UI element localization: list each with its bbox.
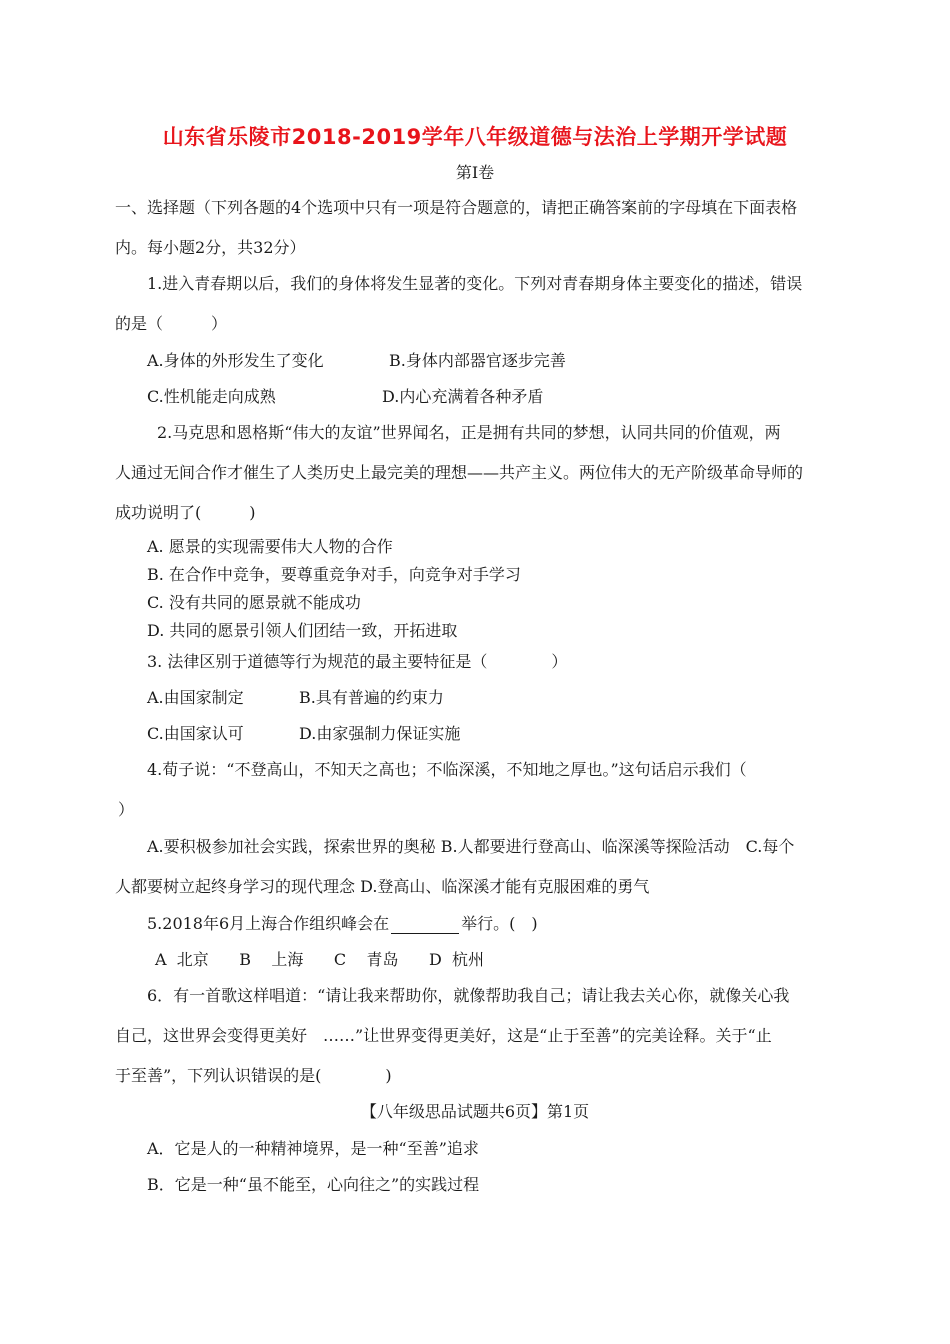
section-label: 第Ⅰ卷 xyxy=(455,163,495,182)
q4-options-line-2: 人都要树立起终身学习的现代理念 D.登高山、临深溪才能有克服困难的勇气 xyxy=(115,877,650,896)
q5-options: A 北京 B 上海 C 青岛 D 杭州 xyxy=(155,950,484,969)
q2-option-d: D. 共同的愿景引领人们团结一致，开拓进取 xyxy=(147,621,458,640)
q5-stem-part-1: 5.2018年6月上海合作组织峰会在 xyxy=(147,914,390,933)
q5-stem-part-2: 举行。( ) xyxy=(461,914,538,933)
q6-stem-line-1: 6．有一首歌这样唱道：“请让我来帮助你，就像帮助我自己；请让我去关心你，就像关心我 xyxy=(147,986,790,1005)
q6-option-a: A．它是人的一种精神境界，是一种“至善”追求 xyxy=(147,1139,479,1158)
q6-stem-line-3: 于至善”，下列认识错误的是( ) xyxy=(115,1066,392,1085)
q5-blank xyxy=(391,917,459,934)
q2-option-a: A. 愿景的实现需要伟大人物的合作 xyxy=(147,537,393,556)
q1-stem-line-2: 的是（ ） xyxy=(115,314,228,333)
q6-option-b: B．它是一种“虽不能至，心向往之”的实践过程 xyxy=(147,1175,480,1194)
q1-option-c: C.性机能走向成熟 xyxy=(147,387,276,406)
q4-stem-line-1: 4.荀子说：“不登高山，不知天之高也；不临深溪，不知地之厚也。”这句话启示我们（ xyxy=(147,760,747,779)
q3-option-d: D.由家强制力保证实施 xyxy=(299,724,461,743)
q2-stem-line-1: 2.马克思和恩格斯“伟大的友谊”世界闻名，正是拥有共同的梦想，认同共同的价值观，两 xyxy=(157,423,781,442)
q1-option-b: B.身体内部器官逐步完善 xyxy=(389,351,566,370)
q2-stem-line-3: 成功说明了( ) xyxy=(115,503,256,522)
q2-option-b: B. 在合作中竞争，要尊重竞争对手，向竞争对手学习 xyxy=(147,565,521,584)
q3-stem: 3. 法律区别于道德等行为规范的最主要特征是（ ） xyxy=(147,652,568,671)
instructions-line-2: 内。每小题2分，共32分） xyxy=(115,238,306,257)
q6-stem-line-2: 自己，这世界会变得更美好 ……”让世界变得更美好，这是“止于至善”的完美诠释。关于“止 xyxy=(115,1026,772,1045)
exam-title: 山东省乐陵市2018-2019学年八年级道德与法治上学期开学试题 xyxy=(162,125,788,149)
q2-stem-line-2: 人通过无间合作才催生了人类历史上最完美的理想——共产主义。两位伟大的无产阶级革命导师的 xyxy=(115,463,804,482)
q1-option-d: D.内心充满着各种矛盾 xyxy=(382,387,544,406)
q5-stem xyxy=(147,914,538,934)
q4-options-line-1: A.要积极参加社会实践，探索世界的奥秘 B.人都要进行登高山、临深溪等探险活动 C.每个 xyxy=(147,837,795,856)
q2-option-c: C. 没有共同的愿景就不能成功 xyxy=(147,593,361,612)
instructions-line-1: 一、选择题（下列各题的4个选项中只有一项是符合题意的，请把正确答案前的字母填在下面表格 xyxy=(115,198,798,217)
q4-stem-line-2: ） xyxy=(118,800,135,819)
q1-option-a: A.身体的外形发生了变化 xyxy=(147,351,324,370)
page-footer: 【八年级思品试题共6页】第1页 xyxy=(360,1102,590,1121)
q3-option-b: B.具有普遍的约束力 xyxy=(299,688,444,707)
q3-option-a: A.由国家制定 xyxy=(147,688,244,707)
q3-option-c: C.由国家认可 xyxy=(147,724,244,743)
q1-stem-line-1: 1.进入青春期以后，我们的身体将发生显著的变化。下列对青春期身体主要变化的描述，错误 xyxy=(147,274,803,293)
